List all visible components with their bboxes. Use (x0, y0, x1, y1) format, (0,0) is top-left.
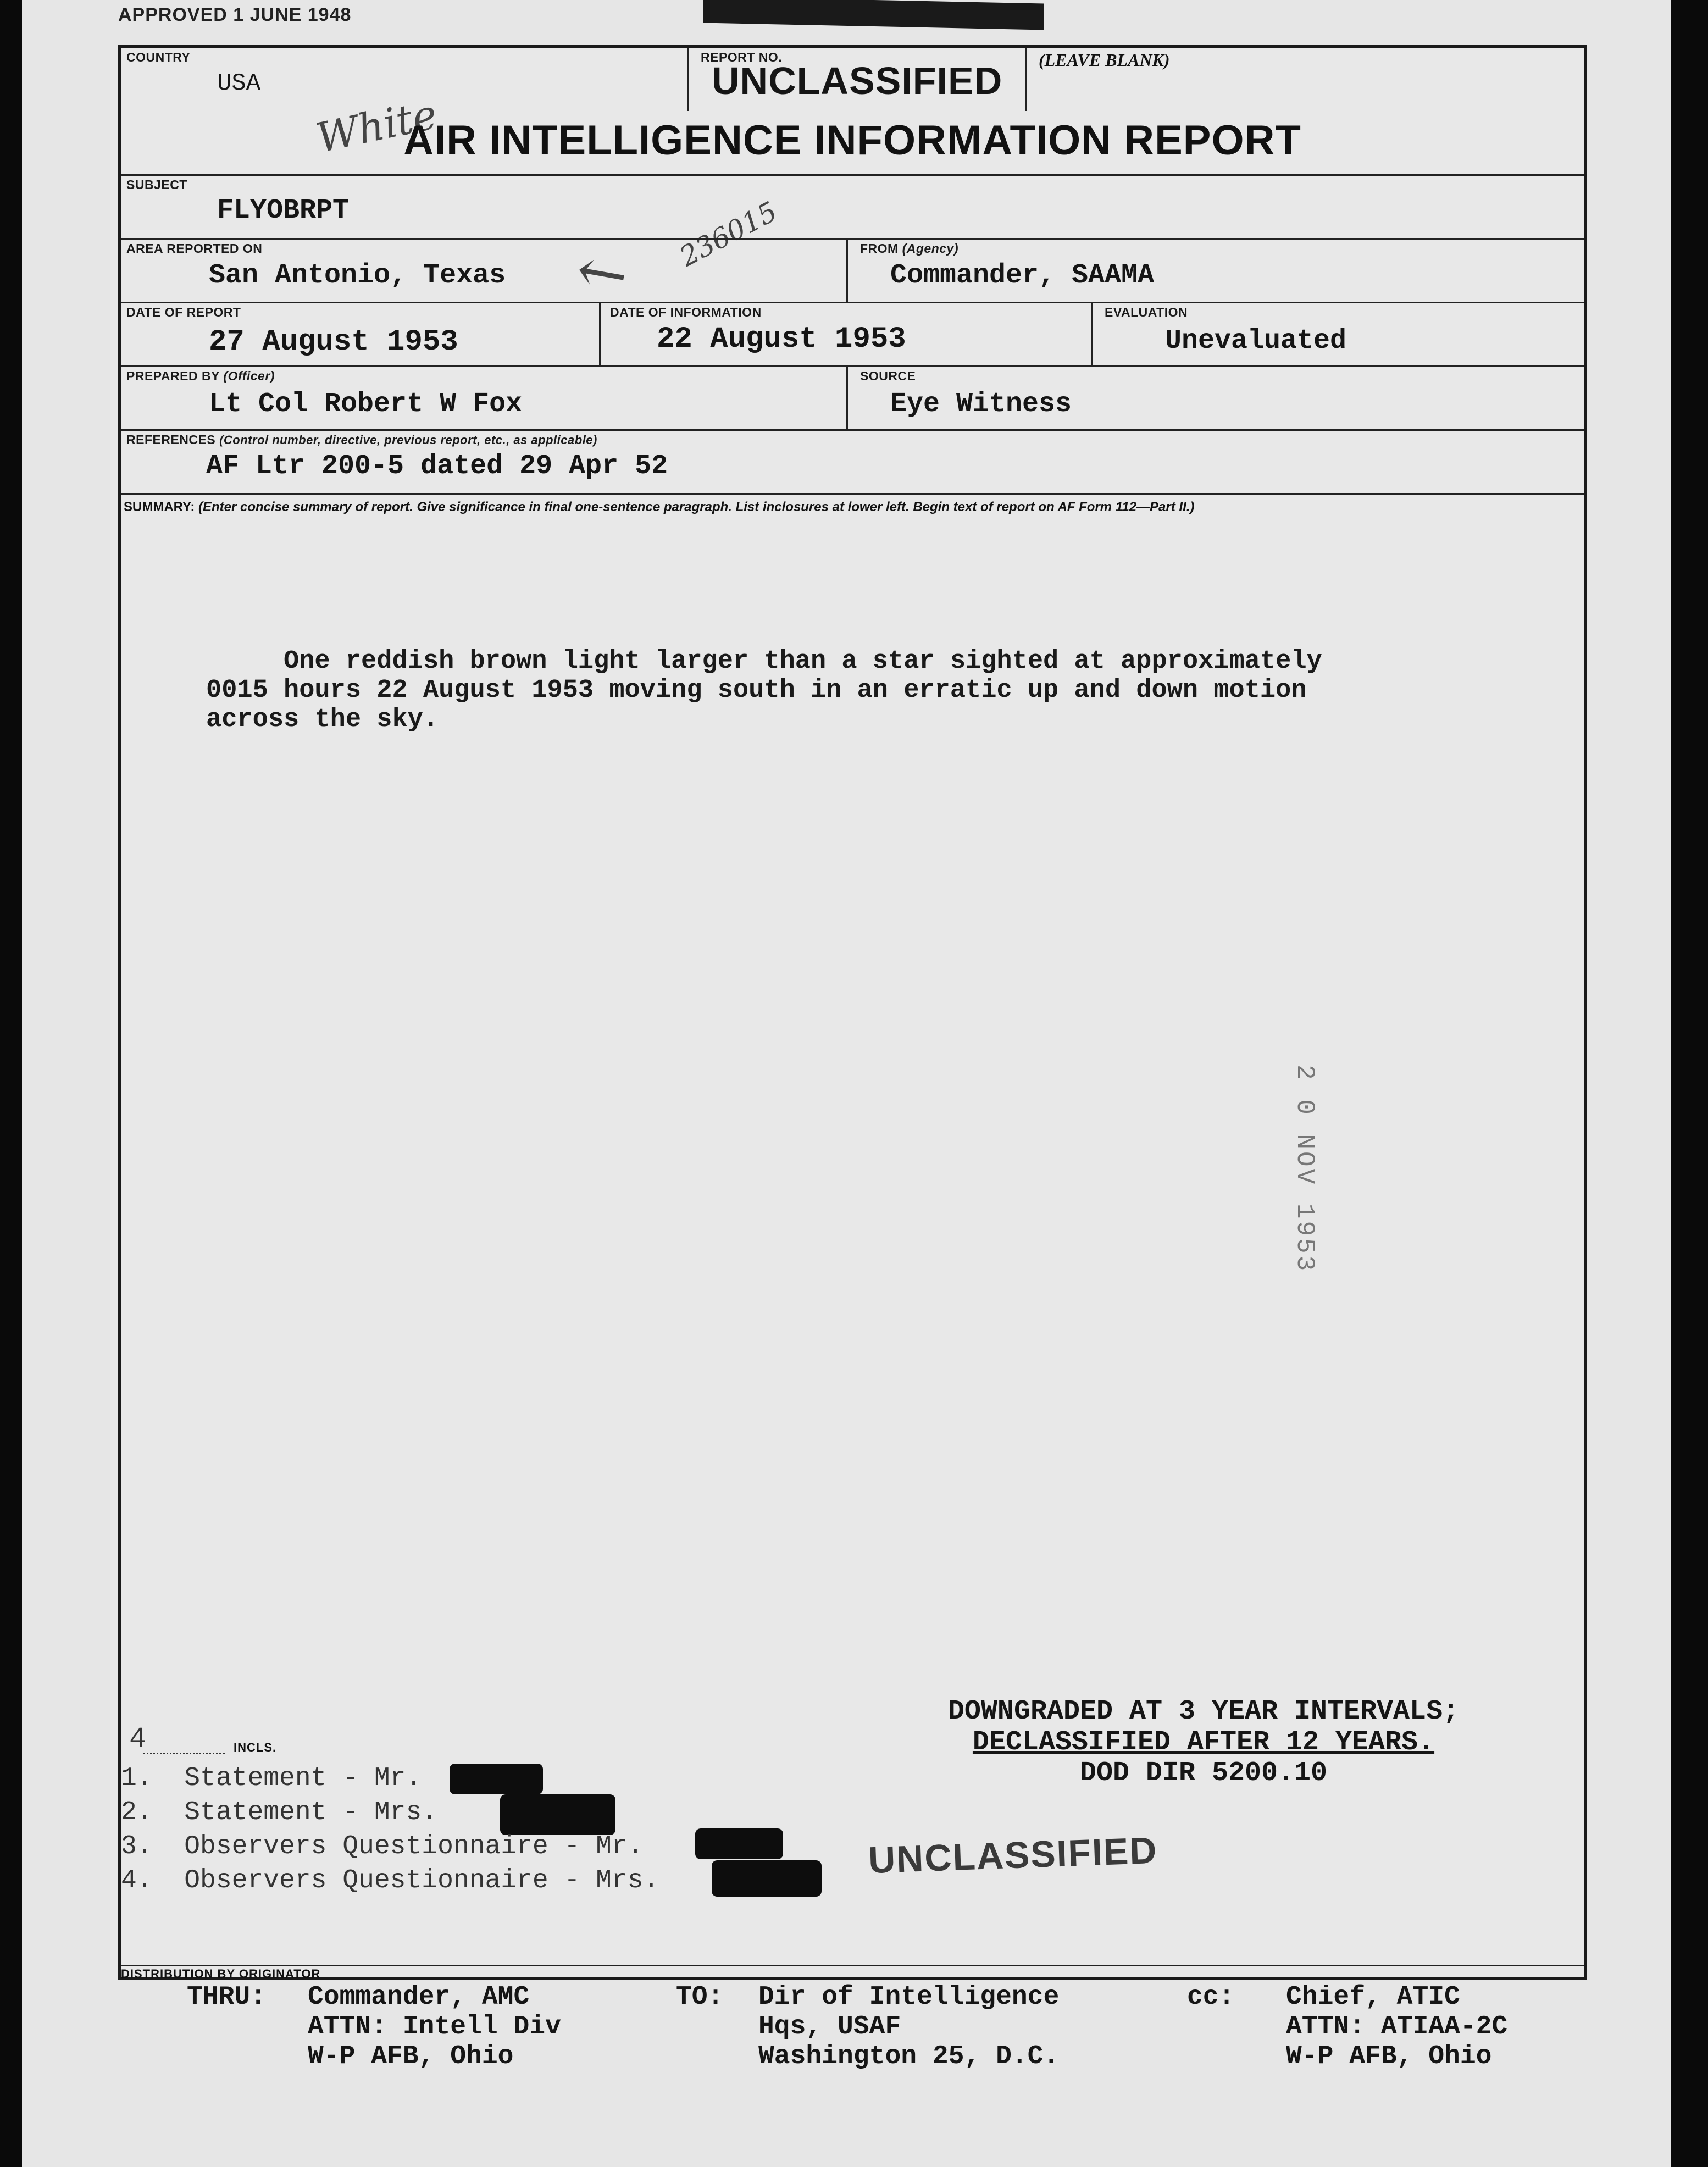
from-label: FROM (Agency) (860, 241, 959, 256)
inclosure-count-line (143, 1753, 225, 1754)
inclosure-item-3: 3. Observers Questionnaire - Mr. (121, 1832, 644, 1861)
redaction (695, 1828, 783, 1859)
date-of-report-label: DATE OF REPORT (126, 305, 241, 319)
evaluation-label: EVALUATION (1105, 305, 1188, 319)
divider (121, 174, 1584, 176)
report-no-value: UNCLASSIFIED (712, 59, 1003, 102)
summary-instructions: SUMMARY: (Enter concise summary of report. Give significance in final one-sentence paragraph. List inclosures at lower left. Begin text of report on AF Form 112—Part II.) (124, 500, 1195, 514)
divider (121, 365, 1584, 367)
divider (599, 302, 601, 365)
area-label: AREA REPORTED ON (126, 241, 263, 256)
redaction (450, 1764, 543, 1794)
subject-label: SUBJECT (126, 178, 187, 192)
country-value: USA (217, 70, 261, 97)
unclassified-stamp: UNCLASSIFIED (867, 1829, 1158, 1882)
divider (121, 1965, 1584, 1966)
leave-blank-label: (LEAVE BLANK) (1039, 50, 1170, 70)
area-value: San Antonio, Texas (209, 260, 506, 291)
downgrade-line-2: DECLASSIFIED AFTER 12 YEARS. (972, 1727, 1435, 1758)
downgrade-line-1: DOWNGRADED AT 3 YEAR INTERVALS; (947, 1696, 1460, 1727)
prepared-by-value: Lt Col Robert W Fox (209, 389, 523, 420)
divider (1091, 302, 1093, 365)
subject-value: FLYOBRPT (217, 195, 350, 226)
date-of-information-value: 22 August 1953 (657, 323, 906, 356)
prepared-by-label: PREPARED BY (Officer) (126, 369, 275, 383)
divider (121, 429, 1584, 431)
thru-address: Commander, AMC ATTN: Intell Div W-P AFB, Ohio (308, 1982, 561, 2071)
handwritten-number: 236015 (674, 195, 783, 273)
redaction (712, 1860, 822, 1897)
divider (121, 493, 1584, 495)
to-label: TO: (676, 1982, 724, 2012)
divider (1025, 48, 1027, 111)
divider (846, 365, 848, 429)
distribution-label: DISTRIBUTION BY ORIGINATOR (121, 1967, 321, 1981)
thru-label: THRU: (187, 1982, 267, 2012)
handwritten-arrow-icon: ← (571, 233, 634, 312)
handwritten-annotation: White (312, 90, 441, 163)
from-value: Commander, SAAMA (890, 260, 1155, 291)
summary-text: One reddish brown light larger than a star sighted at approximately 0015 hours 22 August 1953 moving south in an erratic up and down motion across the sky. (206, 647, 1322, 734)
country-label: COUNTRY (126, 50, 191, 64)
scan-artifact-bar (703, 0, 1044, 30)
inclosure-item-4: 4. Observers Questionnaire - Mrs. (121, 1866, 659, 1896)
references-label: REFERENCES (Control number, directive, previous report, etc., as applicable) (126, 433, 597, 447)
inclosures-label: INCLS. (234, 1741, 277, 1754)
divider (121, 238, 1584, 240)
document-page (22, 0, 1671, 2167)
downgrade-line-3: DOD DIR 5200.10 (1079, 1758, 1328, 1789)
source-value: Eye Witness (890, 389, 1072, 420)
redaction (500, 1794, 615, 1835)
source-label: SOURCE (860, 369, 916, 383)
cc-address: Chief, ATIC ATTN: ATIAA-2C W-P AFB, Ohio (1286, 1982, 1508, 2071)
references-value: AF Ltr 200-5 dated 29 Apr 52 (206, 451, 668, 482)
divider (121, 302, 1584, 303)
report-title: AIR INTELLIGENCE INFORMATION REPORT (403, 117, 1301, 164)
cc-label: cc: (1187, 1982, 1235, 2012)
inclosure-count: 4 (129, 1723, 147, 1755)
approval-date: APPROVED 1 JUNE 1948 (118, 4, 352, 25)
received-stamp: 2 0 NOV 1953 (1290, 1065, 1319, 1273)
to-address: Dir of Intelligence Hqs, USAF Washington 25, D.C. (758, 1982, 1060, 2071)
date-of-information-label: DATE OF INFORMATION (610, 305, 762, 319)
inclosure-item-2: 2. Statement - Mrs. (121, 1798, 438, 1827)
divider (846, 238, 848, 302)
report-no-label: REPORT NO. (701, 50, 783, 64)
inclosure-item-1: 1. Statement - Mr. (121, 1764, 422, 1793)
downgrade-notice (846, 1697, 1561, 1789)
evaluation-value: Unevaluated (1165, 325, 1347, 357)
divider (687, 48, 689, 111)
date-of-report-value: 27 August 1953 (209, 325, 458, 359)
report-form (118, 45, 1587, 2071)
